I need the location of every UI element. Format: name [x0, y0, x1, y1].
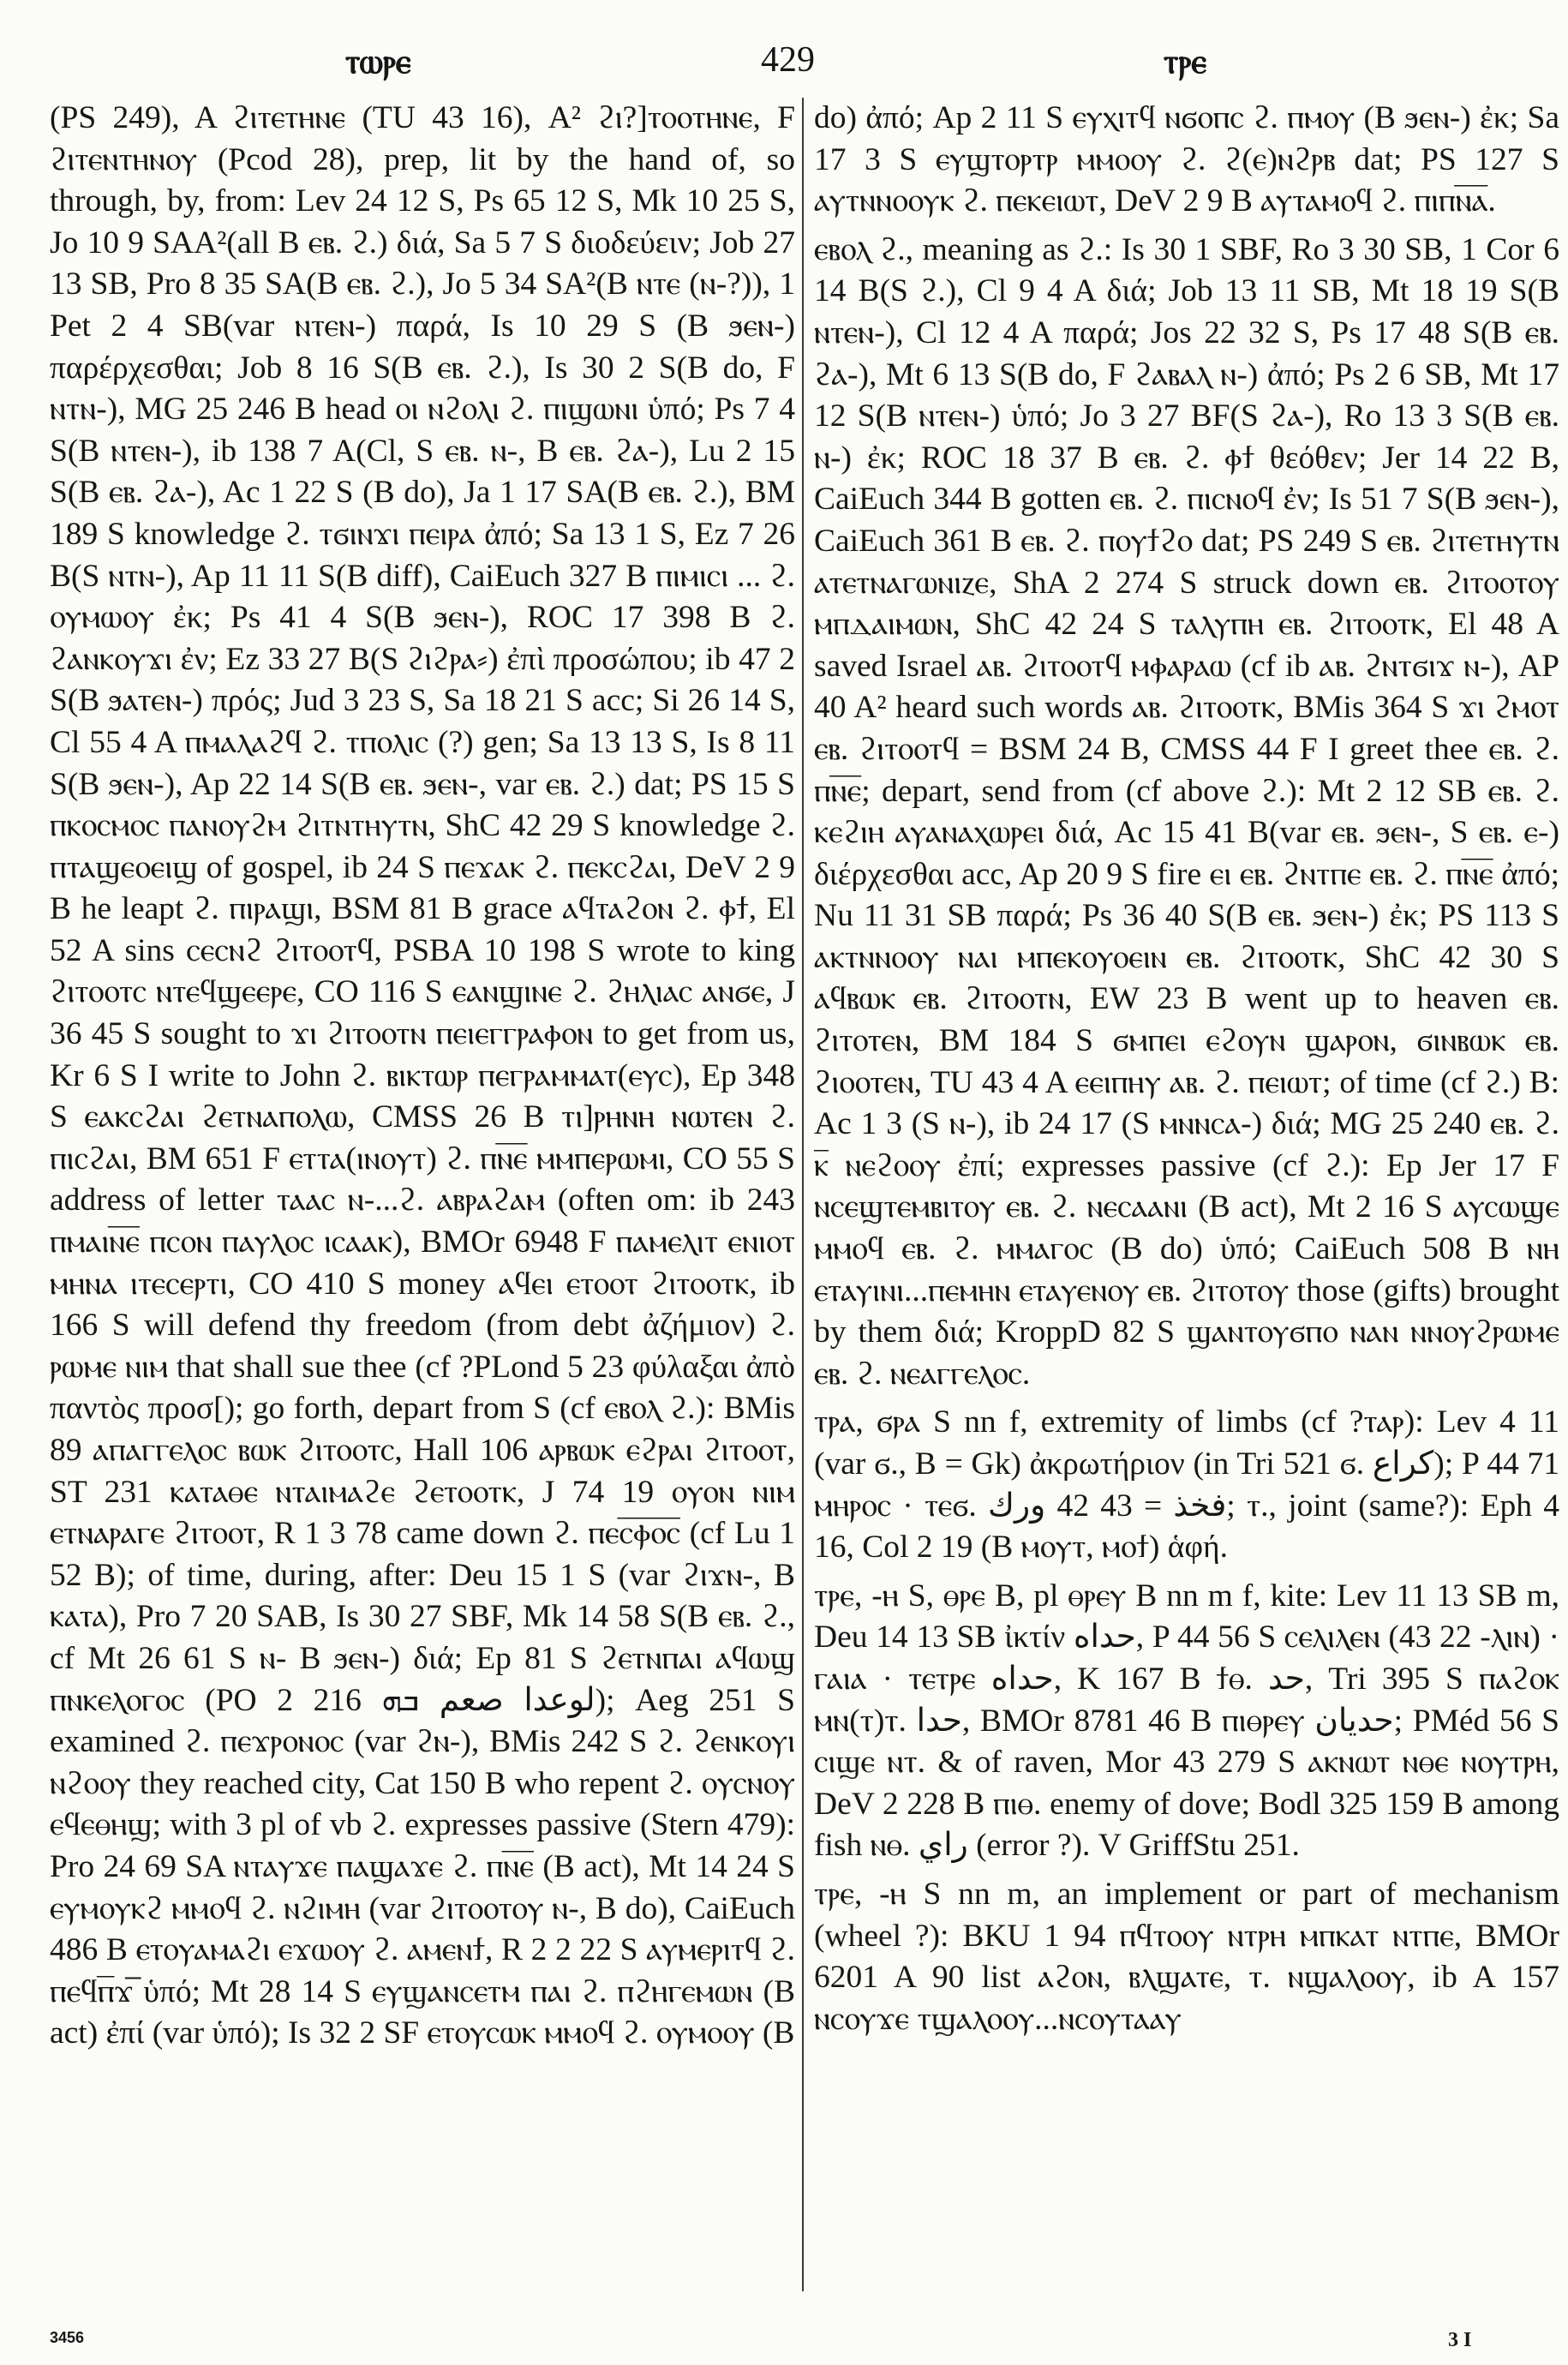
right-paragraph: do) ἀπό; Ap 2 11 S ⲉⲩⲭⲓⲧϥ ⲛϭⲟⲡⲥ ϩ. ⲡⲙⲟⲩ (B ϧⲉⲛ-) ἐκ; Sa 17 3 S ⲉⲩϣⲧⲟⲣⲧⲣ ⲙⲙⲟⲟⲩ ϩ. ϩ(ⲉ)ⲛϩⲣⲃ dat; PS 127 S ⲁⲩⲧⲛⲛⲟⲟⲩⲕ ϩ. ⲡⲉⲕⲉⲓⲱⲧ, DeV 2 9 B ⲁⲩⲧⲁⲙⲟϥ ϩ. ⲡⲓⲡⲛ̅ⲁ̅.	[814, 100, 1559, 219]
left-paragraph: (PS 249), A ϩⲓⲧⲉⲧⲏⲛⲉ (TU 43 16), A² ϩⲓ?]ⲧⲟⲟⲧⲏⲛⲉ, F ϩⲓⲧⲉⲛⲧⲏⲛⲟⲩ (Pcod 28), prep, lit by the hand of, so through, by, from: Lev 24 12 S, Ps 65 12 S, Mk 10 25 S, Jo 10 9 SAA²(all B ⲉⲃ. ϩ.) διά, Sa 5 7 S διοδεύειν; Job 27 13 SB, Pro 8 35 SA(B ⲉⲃ. ϩ.), Jo 5 34 SA²(B ⲛⲧⲉ (ⲛ-?)), 1 Pet 2 4 SB(var ⲛⲧⲉⲛ-) παρά, Is 10 29 S (B ϧⲉⲛ-) παρέρχεσθαι; Job 8 16 S(B ⲉⲃ. ϩ.), Is 30 2 S(B do, F ⲛⲧⲛ-), MG 25 246 B head ⲟⲓ ⲛϩⲟⲗⲓ ϩ. ⲡⲓϣⲱⲛⲓ ὑπό; Ps 7 4 S(B ⲛⲧⲉⲛ-), ib 138 7 A(Cl, S ⲉⲃ. ⲛ-, B ⲉⲃ. ϩⲁ-), Lu 2 15 S(B ⲉⲃ. ϩⲁ-), Ac 1 22 S (B do), Ja 1 17 SA(B ⲉⲃ. ϩ.), BM 189 S knowledge ϩ. ⲧϭⲓⲛϫⲓ ⲡⲉⲓⲣⲁ ἀπό; Sa 13 1 S, Ez 7 26 B(S ⲛⲧⲛ-), Ap 11 11 S(B diff), CaiEuch 327 B ⲡⲓⲙⲓⲥⲓ ... ϩ. ⲟⲩⲙⲱⲟⲩ ἐκ; Ps 41 4 S(B ϧⲉⲛ-), ROC 17 398 B ϩ. ϩⲁⲛⲕⲟⲩϫⲓ ἐν; Ez 33 27 B(S ϩⲓϩⲣⲁ⸗) ἐπὶ προσώπου; ib 47 2 S(B ϧⲁⲧⲉⲛ-) πρός; Jud 3 23 S, Sa 18 21 S acc; Si 26 14 S, Cl 55 4 A ⲡⲙⲁⲗⲁϩϥ ϩ. ⲧⲡⲟⲗⲓⲥ (?) gen; Sa 13 13 S, Is 8 11 S(B ϧⲉⲛ-), Ap 22 14 S(B ⲉⲃ. ϧⲉⲛ-, var ⲉⲃ. ϩ.) dat; PS 15 S ⲡⲕⲟⲥⲙⲟⲥ ⲡⲁⲛⲟⲩϩⲙ ϩⲓⲧⲛⲧⲏⲩⲧⲛ, ShC 42 29 S knowledge ϩ. ⲡⲧⲁϣⲉⲟⲉⲓϣ of gospel, ib 24 S ⲡⲉϫⲁⲕ ϩ. ⲡⲉⲕⲥϩⲁⲓ, DeV 2 9 B he leapt ϩ. ⲡⲓⲣⲁϣⲓ, BSM 81 B grace ⲁϥⲧⲁϩⲟⲛ ϩ. ⲫϯ, El 52 A sins ⲥⲉⲥⲛϩ ϩⲓⲧⲟⲟⲧϥ, PSBA 10 198 S wrote to king ϩⲓⲧⲟⲟⲧⲥ ⲛⲧⲉϥϣⲉⲉⲣⲉ, CO 116 S ⲉⲁⲛϣⲓⲛⲉ ϩ. ϩⲏⲗⲓⲁⲥ ⲁⲛϭⲉ, J 36 45 S sought to ϫⲓ ϩⲓⲧⲟⲟⲧⲛ ⲡⲉⲓⲉⲅⲅⲣⲁⲫⲟⲛ to get from us, Kr 6 S I write to John ϩ. ⲃⲓⲕⲧⲱⲣ ⲡⲉⲅⲣⲁⲙⲙⲁⲧ(ⲉⲩⲥ), Ep 348 S ⲉⲁⲕⲥϩⲁⲓ ϩⲉⲧⲛⲁⲡⲟⲗⲱ, CMSS 26 B ⲧⲓ]ⲣⲏⲛⲏ ⲛⲱⲧⲉⲛ ϩ. ⲡⲓⲥϩⲁⲓ, BM 651 F ⲉⲧⲧⲁ(ⲓⲛⲟⲩⲧ) ϩ. ⲡⲛ̅ⲉ̅ ⲙⲙⲡⲉⲣⲱⲙⲓ, CO 55 S address of letter ⲧⲁⲁⲥ ⲛ-...ϩ. ⲁⲃⲣⲁϩⲁⲙ (often om: ib 243 ⲡⲙⲁⲓⲛ̅ⲉ̅ ⲡⲥⲟⲛ ⲡⲁⲩⲗⲟⲥ ⲓⲥⲁⲁⲕ), BMOr 6948 F ⲡⲁⲙⲉⲗⲓⲧ ⲉⲛⲓⲟⲧ ⲙⲏⲛⲁ ⲓⲧⲉⲥⲉⲣⲧⲓ, CO 410 S money ⲁϥⲉⲓ ⲉⲧⲟⲟⲧ ϩⲓⲧⲟⲟⲧⲕ, ib 166 S will defend thy freedom (from debt ἀζήμιον) ϩ. ⲣⲱⲙⲉ ⲛⲓⲙ that shall sue thee (cf ?PLond 5 23 φύλαξαι ἀπὸ παντὸς προσ[); go forth, depart from S (cf ⲉⲃⲟⲗ ϩ.): BMis 89 ⲁⲡⲁⲅⲅⲉⲗⲟⲥ ⲃⲱⲕ ϩⲓⲧⲟⲟⲧⲥ, Hall 106 ⲁⲣⲃⲱⲕ ⲉϩⲣⲁⲓ ϩⲓⲧⲟⲟⲧ, ST 231 ⲕⲁⲧⲁⲑⲉ ⲛⲧⲁⲓⲙⲁϩⲉ ϩⲉⲧⲟⲟⲧⲕ, J 74 19 ⲟⲩⲟⲛ ⲛⲓⲙ ⲉⲧⲛⲁⲣⲁⲅⲉ ϩⲓⲧⲟⲟⲧ, R 1 3 78 came down ϩ. ⲡⲉⲥ̅ⲫ̅ⲟ̅ⲥ̅ (cf Lu 1 52 B); of time, during, after: Deu 15 1 S (var ϩⲓϫⲛ-, B ⲕⲁⲧⲁ), Pro 7 20 SAB, Is 30 27 SBF, Mk 14 58 S(B ⲉⲃ. ϩ., cf Mt 26 61 S ⲛ- B ϧⲉⲛ-) διά; Ep 81 S ϩⲉⲧⲛⲡⲁⲓ ⲁϥⲱϣ ⲡⲛⲕⲉⲗⲟⲅⲟⲥ (PO 2 216 لوعدا صعم ܒܗ); Aeg 251 S examined ϩ. ⲡⲉϫⲣⲟⲛⲟⲥ (var ϩⲛ-), BMis 242 S ϩ. ϩⲉⲛⲕⲟⲩⲓ ⲛϩⲟⲟⲩ they reached city, Cat 150 B who repent ϩ. ⲟⲩⲥⲛⲟⲩ ⲉϥⲉⲑⲏϣ; with 3 pl of vb ϩ. expresses passive (Stern 479): Pro 24 69 SA ⲛⲧⲁⲩϫⲉ ⲡⲁϣⲁϫⲉ ϩ. ⲡⲛ̅ⲉ̅ (B act), Mt 14 24 S ⲉⲩⲙⲟⲩⲕϩ ⲙⲙⲟϥ ϩ. ⲛϩⲓⲙⲏ (var ϩⲓⲧⲟⲟⲧⲟⲩ ⲛ-, B do), CaiEuch 486 B ⲉⲧⲟⲩⲁⲙⲁϩⲓ ⲉϫⲱⲟⲩ ϩ. ⲁⲙⲉⲛϯ, R 2 2 22 S ⲁⲩⲙⲉⲣⲓⲧϥ ϩ. ⲡⲉϥⲡ̅ϫ̅ ὑπό; Mt 28 14 S ⲉⲩϣⲁⲛⲥⲉⲧⲙ ⲡⲁⲓ ϩ. ⲡϩⲏⲅⲉⲙⲱⲛ (B act) ἐπί (var ὑπό); Is 32 2 SF ⲉⲧⲟⲩⲥⲱⲕ ⲙⲙⲟϥ ϩ. ⲟⲩⲙⲟⲟⲩ (B	[50, 100, 795, 2051]
dictionary-entry-tre-implement: ⲧⲣⲉ, -ⲏ S nn m, an implement or part of mechanism (wheel ?): BKU 1 94 ⲡϥⲧⲟⲟⲩ ⲛⲧⲣⲏ ⲙⲡⲕⲁⲧ ⲛⲧⲡⲉ, BMOr 6201 A 90 list ⲁϩⲟⲛ, ⲃⲗϣⲁⲧⲉ, ⲧ. ⲛϣⲁⲗⲟⲟⲩ, ib A 157 ⲛⲥⲟⲩϫⲉ ⲧϣⲁⲗⲟⲟⲩ...ⲛⲥⲟⲩⲧⲁⲁⲩ	[814, 1876, 1559, 2037]
footer-left-mark: 3456	[50, 2329, 85, 2346]
header-right-word: ⲧⲣⲉ	[1164, 42, 1207, 81]
header-left-word: ⲧⲱⲣⲉ	[345, 42, 411, 81]
right-paragraph: ⲉⲃⲟⲗ ϩ., meaning as ϩ.: Is 30 1 SBF, Ro 3 30 SB, 1 Cor 6 14 B(S ϩ.), Cl 9 4 A διά; Job 13 11 SB, Mt 18 19 S(B ⲛⲧⲉⲛ-), Cl 12 4 A παρά; Jos 22 32 S, Ps 17 48 S(B ⲉⲃ. ϩⲁ-), Mt 6 13 S(B do, F ϩⲁⲃⲁⲗ ⲛ-) ἀπό; Ps 2 6 SB, Mt 17 12 S(B ⲛⲧⲉⲛ-) ὑπό; Jo 3 27 BF(S ϩⲁ-), Ro 13 3 S(B ⲉⲃ. ⲛ-) ἐκ; ROC 18 37 B ⲉⲃ. ϩ. ⲫϯ θεόθεν; Jer 14 22 B, CaiEuch 344 B gotten ⲉⲃ. ϩ. ⲡⲓⲥⲛⲟϥ ἐν; Is 51 7 S(B ϧⲉⲛ-), CaiEuch 361 B ⲉⲃ. ϩ. ⲡⲟⲩϯϩⲟ dat; PS 249 S ⲉⲃ. ϩⲓⲧⲉⲧⲏⲩⲧⲛ ⲁⲧⲉⲧⲛⲁⲅⲱⲛⲓⲍⲉ, ShA 2 274 S struck down ⲉⲃ. ϩⲓⲧⲟⲟⲧⲟⲩ ⲙⲡⲇⲁⲓⲙⲱⲛ, ShC 42 24 S ⲧⲁⲗⲩⲡⲏ ⲉⲃ. ϩⲓⲧⲟⲟⲧⲕ, El 48 A saved Israel ⲁⲃ. ϩⲓⲧⲟⲟⲧϥ ⲙⲫⲁⲣⲁⲱ (cf ib ⲁⲃ. ϩⲛⲧϭⲓϫ ⲛ-), AP 40 A² heard such words ⲁⲃ. ϩⲓⲧⲟⲟⲧⲕ, BMis 364 S ϫⲓ ϩⲙⲟⲧ ⲉⲃ. ϩⲓⲧⲟⲟⲧϥ = BSM 24 B, CMSS 44 F I greet thee ⲉⲃ. ϩ. ⲡⲛ̅ⲉ̅; depart, send from (cf above ϩ.): Mt 2 12 SB ⲉⲃ. ϩ. ⲕⲉϩⲓⲏ ⲁⲩⲁⲛⲁⲭⲱⲣⲉⲓ διά, Ac 15 41 B(var ⲉⲃ. ϧⲉⲛ-, S ⲉⲃ. ⲉ-) διέρχεσθαι acc, Ap 20 9 S fire ⲉⲓ ⲉⲃ. ϩⲛⲧⲡⲉ ⲉⲃ. ϩ. ⲡⲛ̅ⲉ̅ ἀπό; Nu 11 31 SB παρά; Ps 36 40 S(B ⲉⲃ. ϧⲉⲛ-) ἐκ; PS 113 S ⲁⲕⲧⲛⲛⲟⲟⲩ ⲛⲁⲓ ⲙⲡⲉⲕⲟⲩⲟⲉⲓⲛ ⲉⲃ. ϩⲓⲧⲟⲟⲧⲕ, ShC 42 30 S ⲁϥⲃⲱⲕ ⲉⲃ. ϩⲓⲧⲟⲟⲧⲛ, EW 23 B went up to heaven ⲉⲃ. ϩⲓⲧⲟⲧⲉⲛ, BM 184 S ϭⲙⲡⲉⲓ ⲉϩⲟⲩⲛ ϣⲁⲣⲟⲛ, ϭⲓⲛⲃⲱⲕ ⲉⲃ. ϩⲓⲟⲟⲧⲉⲛ, TU 43 4 A ⲉⲉⲓⲡⲏⲩ ⲁⲃ. ϩ. ⲡⲉⲓⲱⲧ; of time (cf ϩ.) B: Ac 1 3 (S ⲛ-), ib 24 17 (S ⲙⲛⲛⲥⲁ-) διά; MG 25 240 ⲉⲃ. ϩ. ⲕ̅ ⲛⲉϩⲟⲟⲩ ἐπί; expresses passive (cf ϩ.): Ep Jer 17 F ⲛⲥⲉϣⲧⲉⲙⲃⲓⲧⲟⲩ ⲉⲃ. ϩ. ⲛⲉⲥⲁⲁⲛⲓ (B act), Mt 2 16 S ⲁⲩⲥⲱϣⲉ ⲙⲙⲟϥ ⲉⲃ. ϩ. ⲙⲙⲁⲅⲟⲥ (B do) ὑπό; CaiEuch 508 B ⲛⲏ ⲉⲧⲁⲩⲓⲛⲓ...ⲡⲉⲙⲏⲛ ⲉⲧⲁⲩⲉⲛⲟⲩ ⲉⲃ. ϩⲓⲧⲟⲧⲟⲩ those (gifts) brought by them διά; KroppD 82 S ϣⲁⲛⲧⲟⲩϭⲡⲟ ⲛⲁⲛ ⲛⲛⲟⲩϩⲣⲱⲙⲉ ⲉⲃ. ϩ. ⲛⲉⲁⲅⲅⲉⲗⲟⲥ.	[814, 231, 1559, 1392]
right-column	[814, 98, 1559, 2308]
page-number: 429	[761, 40, 815, 80]
dictionary-entry-tre-kite: ⲧⲣⲉ, -ⲏ S, ⲑⲣⲉ B, pl ⲑⲣⲉⲩ B nn m f, kite: Lev 11 13 SB m, Deu 14 13 SB ἰκτίν حداه, P 44 56 S ⲥⲉⲗⲓⲗⲉⲛ (43 22 -ⲗⲓⲛ) · ⲅⲁⲓⲁ · ⲧⲉⲧⲣⲉ حداه, K 167 B ϯⲑ. حد, Tri 395 S ⲡⲁϩⲟⲕ ⲙⲛ(ⲧ)ⲧ. حدا, BMOr 8781 46 B ⲡⲓⲑⲣⲉⲩ حديان; PMéd 56 S ⲥⲓϣⲉ ⲛⲧ. & of raven, Mor 43 279 S ⲁⲕⲛⲱⲧ ⲛⲑⲉ ⲛⲟⲩⲧⲣⲏ, DeV 2 228 B ⲡⲓⲑ. enemy of dove; Bodl 325 159 B among fish ⲛⲑ. راي (error ?). V GriffStu 251.	[814, 1578, 1559, 1864]
page-header	[50, 33, 1518, 93]
footer-signature-mark: 3 I	[1448, 2329, 1472, 2351]
left-column	[50, 98, 795, 2308]
column-divider	[802, 98, 804, 2291]
dictionary-entry-tra: ⲧⲣⲁ, ϭⲣⲁ S nn f, extremity of limbs (cf ?ⲧⲁⲣ): Lev 4 11 (var ϭ., B = Gk) ἀκρωτήριον (in Tri 521 ϭ. كراع); P 44 71 ⲙⲏⲣⲟⲥ · ⲧⲉϭ. فخذ = 43 42 ورك; ⲧ., joint (same?): Eph 4 16, Col 2 19 (B ⲙⲟⲩⲧ, ⲙⲟϯ) ἁφή.	[814, 1404, 1559, 1566]
